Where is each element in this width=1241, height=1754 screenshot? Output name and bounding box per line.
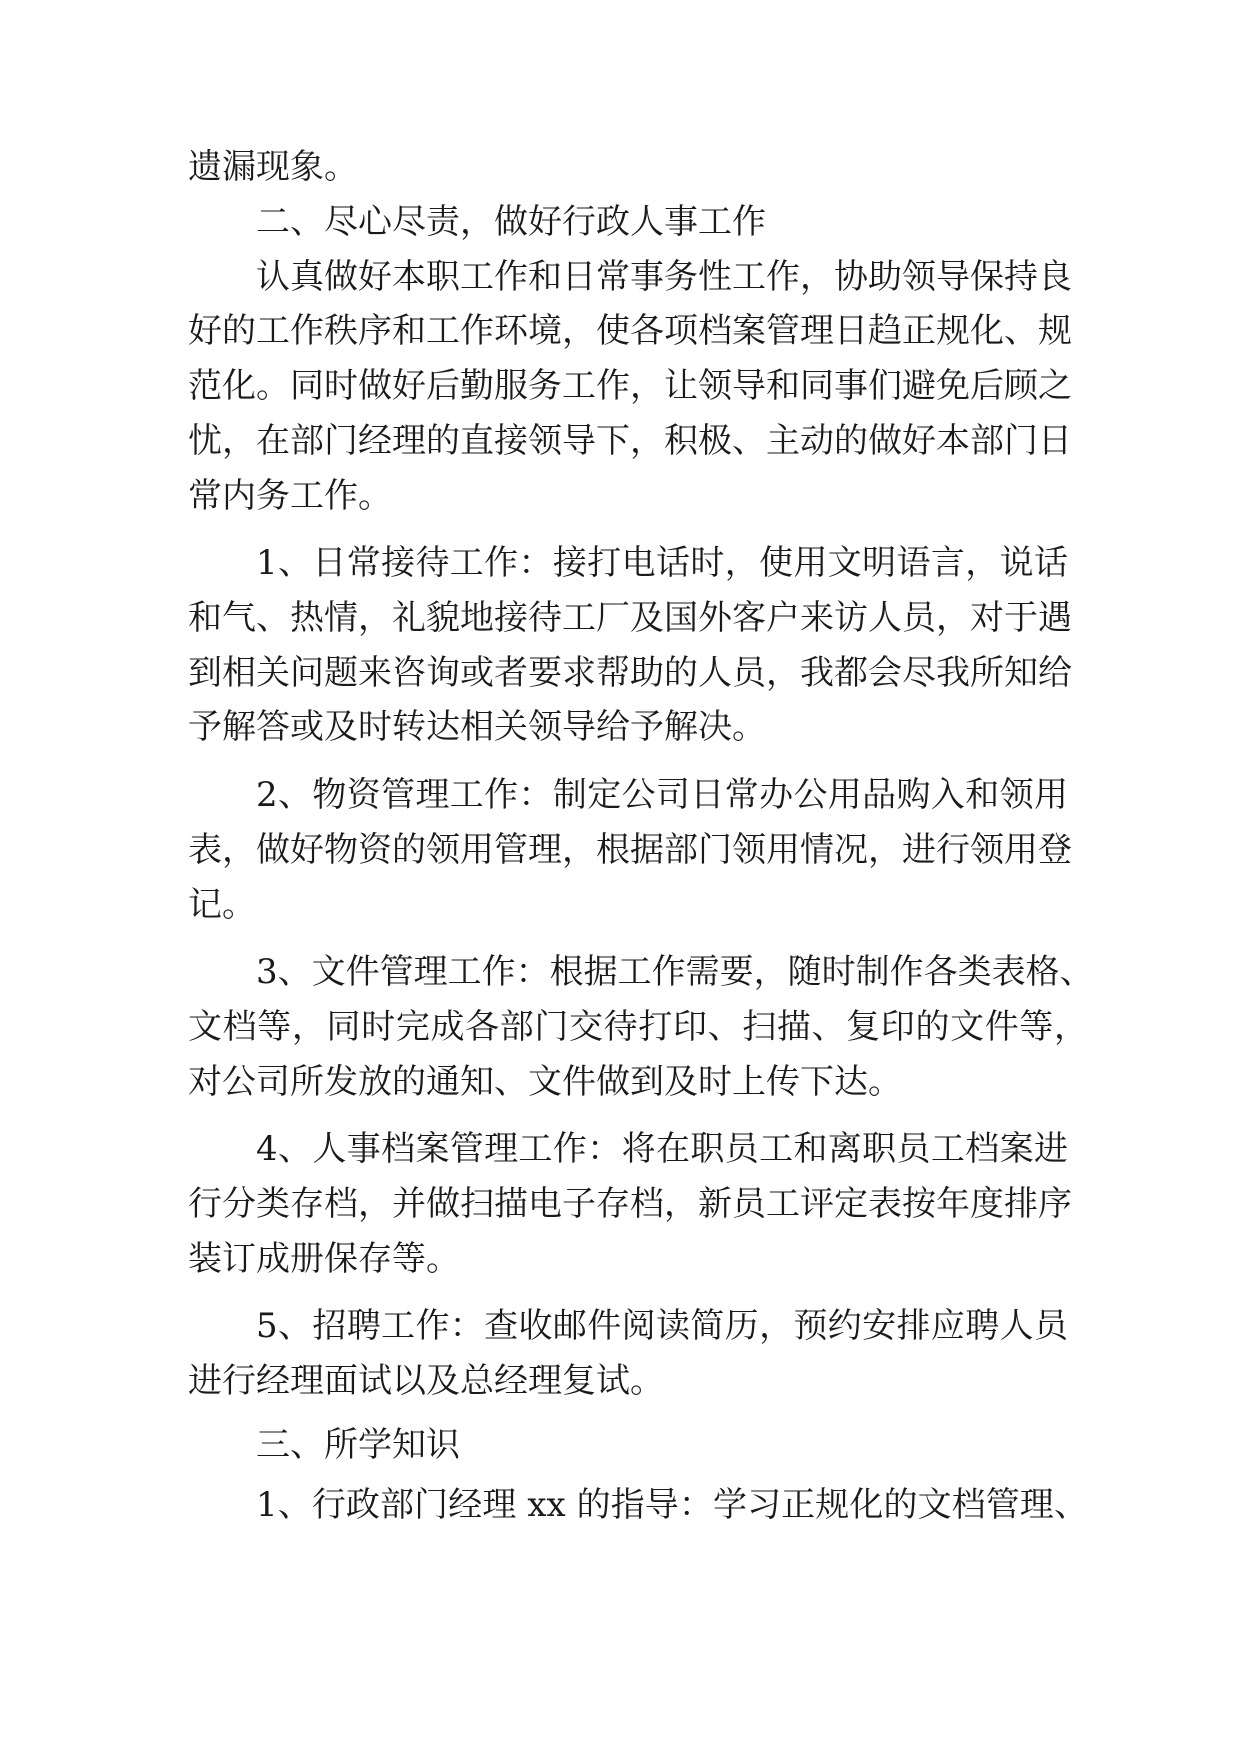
list-item: 4、人事档案管理工作：将在职员工和离职员工档案进 bbox=[256, 1129, 1068, 1169]
text-line: 行分类存档，并做扫描电子存档，新员工评定表按年度排序 bbox=[188, 1184, 1072, 1224]
text-line: 表，做好物资的领用管理，根据部门领用情况，进行领用登 bbox=[188, 830, 1072, 870]
text-line: 对公司所发放的通知、文件做到及时上传下达。 bbox=[188, 1062, 902, 1102]
list-item: 5、招聘工作：查收邮件阅读简历，预约安排应聘人员 bbox=[256, 1306, 1068, 1346]
text-line: 范化。同时做好后勤服务工作，让领导和同事们避免后顾之 bbox=[188, 366, 1072, 406]
text-line: 和气、热情，礼貌地接待工厂及国外客户来访人员，对于遇 bbox=[188, 598, 1072, 638]
text-line: 记。 bbox=[188, 885, 256, 925]
text-line: 进行经理面试以及总经理复试。 bbox=[188, 1361, 664, 1401]
text-line: 到相关问题来咨询或者要求帮助的人员，我都会尽我所知给 bbox=[188, 653, 1072, 693]
text-line: 好的工作秩序和工作环境，使各项档案管理日趋正规化、规 bbox=[188, 311, 1072, 351]
text-line: 装订成册保存等。 bbox=[188, 1239, 460, 1279]
text-line: 予解答或及时转达相关领导给予解决。 bbox=[188, 707, 766, 747]
text-line: 遗漏现象。 bbox=[188, 147, 358, 187]
text-line: 忧，在部门经理的直接领导下，积极、主动的做好本部门日 bbox=[188, 421, 1072, 461]
text-line: 认真做好本职工作和日常事务性工作，协助领导保持良 bbox=[256, 257, 1072, 297]
section-heading: 二、尽心尽责，做好行政人事工作 bbox=[256, 202, 766, 242]
list-item: 1、行政部门经理 xx 的指导：学习正规化的文档管理、 bbox=[256, 1485, 1088, 1525]
list-item: 1、日常接待工作：接打电话时，使用文明语言，说话 bbox=[256, 543, 1068, 583]
text-line: 文档等，同时完成各部门交待打印、扫描、复印的文件等， bbox=[188, 1007, 1088, 1047]
section-heading: 三、所学知识 bbox=[256, 1425, 460, 1465]
list-item: 2、物资管理工作：制定公司日常办公用品购入和领用 bbox=[256, 775, 1068, 815]
text-line: 常内务工作。 bbox=[188, 476, 392, 516]
list-item: 3、文件管理工作：根据工作需要，随时制作各类表格、 bbox=[256, 952, 1094, 992]
